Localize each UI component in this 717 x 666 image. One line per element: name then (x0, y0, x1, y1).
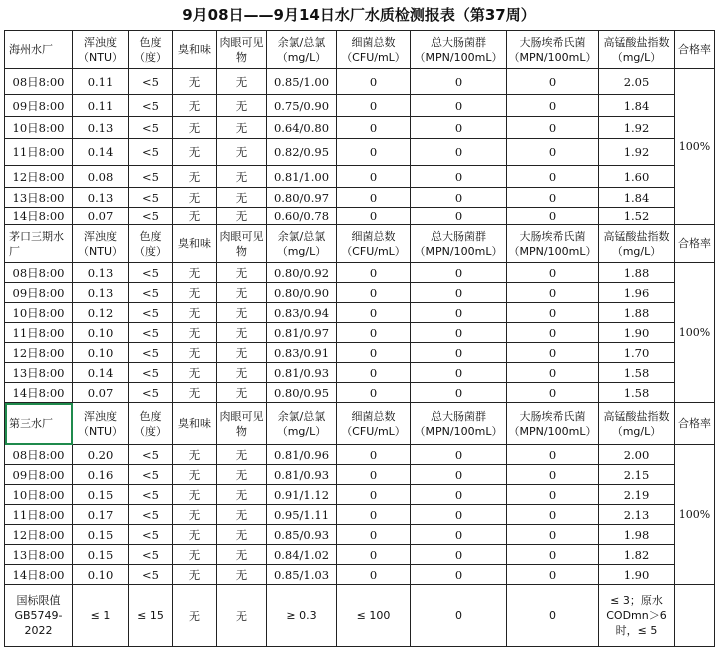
column-header: 余氯/总氯（mg/L） (267, 31, 337, 69)
value-cell: 0 (507, 323, 599, 343)
value-cell: 0.08 (73, 166, 129, 188)
value-cell: 0.64/0.80 (267, 117, 337, 139)
time-cell: 10日8:00 (5, 117, 73, 139)
value-cell: 0.80/0.95 (267, 383, 337, 403)
value-cell: 0 (337, 343, 411, 363)
column-header: 肉眼可见物 (217, 225, 267, 263)
value-cell: 0.13 (73, 117, 129, 139)
value-cell: 0 (507, 465, 599, 485)
value-cell: 0.81/1.00 (267, 166, 337, 188)
value-cell: <5 (129, 545, 173, 565)
value-cell: 0 (507, 117, 599, 139)
value-cell: 0 (337, 485, 411, 505)
value-cell: 无 (217, 465, 267, 485)
value-cell: 1.98 (599, 525, 675, 545)
value-cell: 1.84 (599, 95, 675, 117)
column-header: 色度（度） (129, 225, 173, 263)
value-cell: 0.84/1.02 (267, 545, 337, 565)
value-cell: 无 (217, 545, 267, 565)
value-cell: 0 (411, 166, 507, 188)
value-cell: 无 (173, 303, 217, 323)
value-cell: 0 (337, 525, 411, 545)
plant-header-row (5, 225, 715, 263)
value-cell: 0 (411, 323, 507, 343)
value-cell: 0.15 (73, 525, 129, 545)
value-cell: 无 (217, 166, 267, 188)
value-cell: 0.81/0.93 (267, 465, 337, 485)
value-cell: 0 (337, 95, 411, 117)
value-cell: 0.82/0.95 (267, 139, 337, 166)
value-cell: 0.10 (73, 565, 129, 585)
column-header: 大肠埃希氏菌（MPN/100mL） (507, 403, 599, 445)
limit-value: ≤ 100 (337, 585, 411, 647)
column-header: 细菌总数（CFU/mL） (337, 403, 411, 445)
column-header: 高锰酸盐指数（mg/L） (599, 403, 675, 445)
time-cell: 09日8:00 (5, 283, 73, 303)
plant-header-row (5, 31, 715, 69)
value-cell: 0.81/0.96 (267, 445, 337, 465)
value-cell: 0 (507, 343, 599, 363)
column-header: 总大肠菌群（MPN/100mL） (411, 403, 507, 445)
column-header: 合格率 (675, 31, 715, 69)
value-cell: 无 (217, 505, 267, 525)
value-cell: 0 (411, 303, 507, 323)
value-cell: 无 (173, 188, 217, 208)
column-header: 色度（度） (129, 403, 173, 445)
value-cell: 无 (173, 323, 217, 343)
value-cell: 1.96 (599, 283, 675, 303)
value-cell: 无 (173, 565, 217, 585)
value-cell: 0 (411, 505, 507, 525)
value-cell: 无 (217, 117, 267, 139)
value-cell: 0 (507, 139, 599, 166)
value-cell: 0 (507, 283, 599, 303)
value-cell: 0 (337, 303, 411, 323)
value-cell: 无 (173, 505, 217, 525)
value-cell: 0.15 (73, 485, 129, 505)
value-cell: 无 (217, 525, 267, 545)
pass-rate: 100% (675, 263, 715, 403)
time-cell: 12日8:00 (5, 343, 73, 363)
pass-rate: 100% (675, 69, 715, 225)
value-cell: <5 (129, 363, 173, 383)
value-cell: 0.15 (73, 545, 129, 565)
value-cell: 0.83/0.94 (267, 303, 337, 323)
time-cell: 08日8:00 (5, 69, 73, 95)
value-cell: 1.90 (599, 565, 675, 585)
value-cell: 无 (173, 465, 217, 485)
value-cell: 无 (173, 117, 217, 139)
column-header: 大肠埃希氏菌（MPN/100mL） (507, 225, 599, 263)
column-header: 总大肠菌群（MPN/100mL） (411, 31, 507, 69)
value-cell: 0 (337, 188, 411, 208)
limit-value: 无 (173, 585, 217, 647)
value-cell: 0 (411, 69, 507, 95)
column-header: 细菌总数（CFU/mL） (337, 31, 411, 69)
value-cell: 0 (411, 283, 507, 303)
value-cell: 0.20 (73, 445, 129, 465)
value-cell: 1.58 (599, 383, 675, 403)
value-cell: 无 (217, 188, 267, 208)
value-cell: 无 (217, 283, 267, 303)
column-header: 余氯/总氯（mg/L） (267, 225, 337, 263)
table-row (5, 303, 715, 323)
time-cell: 13日8:00 (5, 188, 73, 208)
value-cell: 0 (411, 363, 507, 383)
value-cell: 0 (507, 303, 599, 323)
value-cell: 0 (411, 465, 507, 485)
value-cell: 无 (173, 343, 217, 363)
value-cell: 0.60/0.78 (267, 208, 337, 225)
table-row (5, 188, 715, 208)
value-cell: 无 (217, 69, 267, 95)
value-cell: 0 (507, 525, 599, 545)
value-cell: 0 (337, 383, 411, 403)
value-cell: 0 (337, 69, 411, 95)
time-cell: 14日8:00 (5, 383, 73, 403)
column-header: 肉眼可见物 (217, 403, 267, 445)
value-cell: 0 (337, 445, 411, 465)
value-cell: <5 (129, 208, 173, 225)
value-cell: 2.19 (599, 485, 675, 505)
table-row (5, 545, 715, 565)
value-cell: 0 (337, 363, 411, 383)
value-cell: 0 (411, 445, 507, 465)
value-cell: <5 (129, 343, 173, 363)
table-row (5, 323, 715, 343)
value-cell: 0 (507, 363, 599, 383)
value-cell: 无 (217, 343, 267, 363)
table-row (5, 525, 715, 545)
value-cell: 0 (337, 465, 411, 485)
value-cell: 0.17 (73, 505, 129, 525)
value-cell: 0 (337, 505, 411, 525)
report-table (4, 30, 715, 647)
water-quality-report (4, 0, 714, 647)
value-cell: <5 (129, 383, 173, 403)
value-cell: 0.85/1.00 (267, 69, 337, 95)
value-cell: 1.52 (599, 208, 675, 225)
column-header: 总大肠菌群（MPN/100mL） (411, 225, 507, 263)
value-cell: <5 (129, 188, 173, 208)
value-cell: 1.88 (599, 263, 675, 283)
column-header: 细菌总数（CFU/mL） (337, 225, 411, 263)
value-cell: 无 (217, 445, 267, 465)
value-cell: 0 (507, 95, 599, 117)
value-cell: <5 (129, 485, 173, 505)
value-cell: 无 (217, 485, 267, 505)
value-cell: 0 (507, 545, 599, 565)
value-cell: 无 (173, 283, 217, 303)
value-cell: 无 (173, 208, 217, 225)
value-cell: 0 (337, 283, 411, 303)
table-row (5, 69, 715, 95)
value-cell: 0 (411, 117, 507, 139)
value-cell: 0.10 (73, 323, 129, 343)
value-cell: 0 (337, 208, 411, 225)
value-cell: 0.91/1.12 (267, 485, 337, 505)
time-cell: 13日8:00 (5, 363, 73, 383)
value-cell: 无 (217, 565, 267, 585)
table-row (5, 465, 715, 485)
column-header: 浑浊度（NTU） (73, 225, 129, 263)
value-cell: 0 (337, 139, 411, 166)
report-title: 9月08日——9月14日水厂水质检测报表（第37周） (182, 6, 536, 24)
value-cell: <5 (129, 565, 173, 585)
time-cell: 13日8:00 (5, 545, 73, 565)
plant-name: 茅口三期水厂 (5, 225, 73, 263)
table-row (5, 343, 715, 363)
value-cell: 0 (507, 383, 599, 403)
value-cell: 0.07 (73, 383, 129, 403)
value-cell: 1.60 (599, 166, 675, 188)
plant-name[interactable]: 第三水厂 (5, 403, 73, 445)
table-row (5, 263, 715, 283)
value-cell: 0 (411, 95, 507, 117)
limit-value: 无 (217, 585, 267, 647)
value-cell: 0 (507, 565, 599, 585)
value-cell: 2.15 (599, 465, 675, 485)
value-cell: 2.13 (599, 505, 675, 525)
value-cell: 无 (217, 383, 267, 403)
table-row (5, 139, 715, 166)
column-header: 余氯/总氯（mg/L） (267, 403, 337, 445)
column-header: 大肠埃希氏菌（MPN/100mL） (507, 31, 599, 69)
value-cell: 0.13 (73, 263, 129, 283)
value-cell: <5 (129, 303, 173, 323)
time-cell: 08日8:00 (5, 263, 73, 283)
column-header: 高锰酸盐指数（mg/L） (599, 225, 675, 263)
value-cell: 0 (411, 545, 507, 565)
value-cell: 无 (217, 95, 267, 117)
value-cell: <5 (129, 323, 173, 343)
value-cell: <5 (129, 95, 173, 117)
value-cell: 0 (411, 139, 507, 166)
value-cell: <5 (129, 505, 173, 525)
value-cell: 0.85/0.93 (267, 525, 337, 545)
value-cell: 无 (173, 445, 217, 465)
column-header: 浑浊度（NTU） (73, 403, 129, 445)
value-cell: 0 (337, 545, 411, 565)
value-cell: 无 (217, 363, 267, 383)
value-cell: 1.88 (599, 303, 675, 323)
value-cell: 无 (173, 383, 217, 403)
column-header: 色度（度） (129, 31, 173, 69)
value-cell: 无 (173, 69, 217, 95)
value-cell: 0 (411, 525, 507, 545)
value-cell: 0 (411, 485, 507, 505)
value-cell: <5 (129, 139, 173, 166)
value-cell: 0.85/1.03 (267, 565, 337, 585)
value-cell: 0.80/0.90 (267, 283, 337, 303)
value-cell: 1.82 (599, 545, 675, 565)
value-cell: <5 (129, 283, 173, 303)
column-header: 臭和味 (173, 403, 217, 445)
value-cell: 0.07 (73, 208, 129, 225)
value-cell: 0.16 (73, 465, 129, 485)
value-cell: 无 (173, 139, 217, 166)
value-cell: 0.81/0.97 (267, 323, 337, 343)
limit-label: 国标限值GB5749-2022 (5, 585, 73, 647)
value-cell: 无 (217, 139, 267, 166)
value-cell: 0 (411, 188, 507, 208)
time-cell: 10日8:00 (5, 485, 73, 505)
value-cell: 0 (411, 565, 507, 585)
table-row (5, 95, 715, 117)
value-cell: 2.00 (599, 445, 675, 465)
value-cell: 0.14 (73, 139, 129, 166)
report-table-body (5, 31, 715, 647)
time-cell: 12日8:00 (5, 166, 73, 188)
value-cell: 无 (173, 545, 217, 565)
value-cell: 0 (337, 263, 411, 283)
value-cell: 无 (173, 166, 217, 188)
value-cell: 无 (217, 323, 267, 343)
column-header: 高锰酸盐指数（mg/L） (599, 31, 675, 69)
value-cell: 0.14 (73, 363, 129, 383)
value-cell: <5 (129, 263, 173, 283)
plant-name: 海州水厂 (5, 31, 73, 69)
value-cell: 0.83/0.91 (267, 343, 337, 363)
limit-value: 0 (507, 585, 599, 647)
time-cell: 14日8:00 (5, 208, 73, 225)
value-cell: 0 (411, 208, 507, 225)
table-row (5, 363, 715, 383)
value-cell: <5 (129, 525, 173, 545)
time-cell: 14日8:00 (5, 565, 73, 585)
value-cell: 无 (217, 263, 267, 283)
value-cell: 0.12 (73, 303, 129, 323)
time-cell: 08日8:00 (5, 445, 73, 465)
value-cell: 无 (173, 485, 217, 505)
value-cell: 无 (173, 525, 217, 545)
value-cell: 0 (411, 343, 507, 363)
value-cell: <5 (129, 166, 173, 188)
value-cell: 0.80/0.97 (267, 188, 337, 208)
value-cell: <5 (129, 465, 173, 485)
value-cell: 0 (337, 166, 411, 188)
value-cell: 0 (337, 323, 411, 343)
value-cell: 0 (507, 505, 599, 525)
time-cell: 11日8:00 (5, 323, 73, 343)
value-cell: 0 (507, 69, 599, 95)
value-cell: 无 (217, 303, 267, 323)
time-cell: 12日8:00 (5, 525, 73, 545)
pass-rate: 100% (675, 445, 715, 585)
value-cell: 0.80/0.92 (267, 263, 337, 283)
time-cell: 10日8:00 (5, 303, 73, 323)
value-cell: 0 (411, 263, 507, 283)
limit-value: 0 (411, 585, 507, 647)
value-cell: 无 (173, 263, 217, 283)
value-cell: 0 (507, 485, 599, 505)
time-cell: 11日8:00 (5, 139, 73, 166)
table-row (5, 208, 715, 225)
value-cell: 0 (337, 565, 411, 585)
value-cell: 0 (337, 117, 411, 139)
table-row (5, 383, 715, 403)
table-row (5, 505, 715, 525)
value-cell: 无 (173, 95, 217, 117)
value-cell: 无 (217, 208, 267, 225)
value-cell: 0.11 (73, 95, 129, 117)
value-cell: 0 (507, 188, 599, 208)
table-row (5, 166, 715, 188)
column-header: 合格率 (675, 225, 715, 263)
column-header: 合格率 (675, 403, 715, 445)
value-cell: <5 (129, 69, 173, 95)
value-cell: 0 (507, 208, 599, 225)
limit-value: ≤ 15 (129, 585, 173, 647)
value-cell: 1.90 (599, 323, 675, 343)
national-limit-row (5, 585, 715, 647)
limit-value: ≤ 1 (73, 585, 129, 647)
value-cell: 2.05 (599, 69, 675, 95)
limit-value: ≤ 3；原水CODmn＞6时，≤ 5 (599, 585, 675, 647)
value-cell: 1.92 (599, 139, 675, 166)
table-row (5, 445, 715, 465)
value-cell: 0 (507, 166, 599, 188)
value-cell: <5 (129, 117, 173, 139)
value-cell: <5 (129, 445, 173, 465)
time-cell: 11日8:00 (5, 505, 73, 525)
value-cell: 0 (507, 445, 599, 465)
value-cell: 0 (507, 263, 599, 283)
limit-value: ≥ 0.3 (267, 585, 337, 647)
table-row (5, 283, 715, 303)
column-header: 浑浊度（NTU） (73, 31, 129, 69)
value-cell: 1.70 (599, 343, 675, 363)
table-row (5, 485, 715, 505)
plant-header-row (5, 403, 715, 445)
value-cell: 0.13 (73, 188, 129, 208)
value-cell: 无 (173, 363, 217, 383)
value-cell: 0 (411, 383, 507, 403)
column-header: 臭和味 (173, 31, 217, 69)
column-header: 肉眼可见物 (217, 31, 267, 69)
value-cell: 1.84 (599, 188, 675, 208)
value-cell: 0.95/1.11 (267, 505, 337, 525)
limit-rate-empty (675, 585, 715, 647)
value-cell: 1.58 (599, 363, 675, 383)
time-cell: 09日8:00 (5, 95, 73, 117)
column-header: 臭和味 (173, 225, 217, 263)
value-cell: 1.92 (599, 117, 675, 139)
value-cell: 0.10 (73, 343, 129, 363)
time-cell: 09日8:00 (5, 465, 73, 485)
value-cell: 0.81/0.93 (267, 363, 337, 383)
value-cell: 0.11 (73, 69, 129, 95)
value-cell: 0.75/0.90 (267, 95, 337, 117)
table-row (5, 565, 715, 585)
value-cell: 0.13 (73, 283, 129, 303)
table-row (5, 117, 715, 139)
